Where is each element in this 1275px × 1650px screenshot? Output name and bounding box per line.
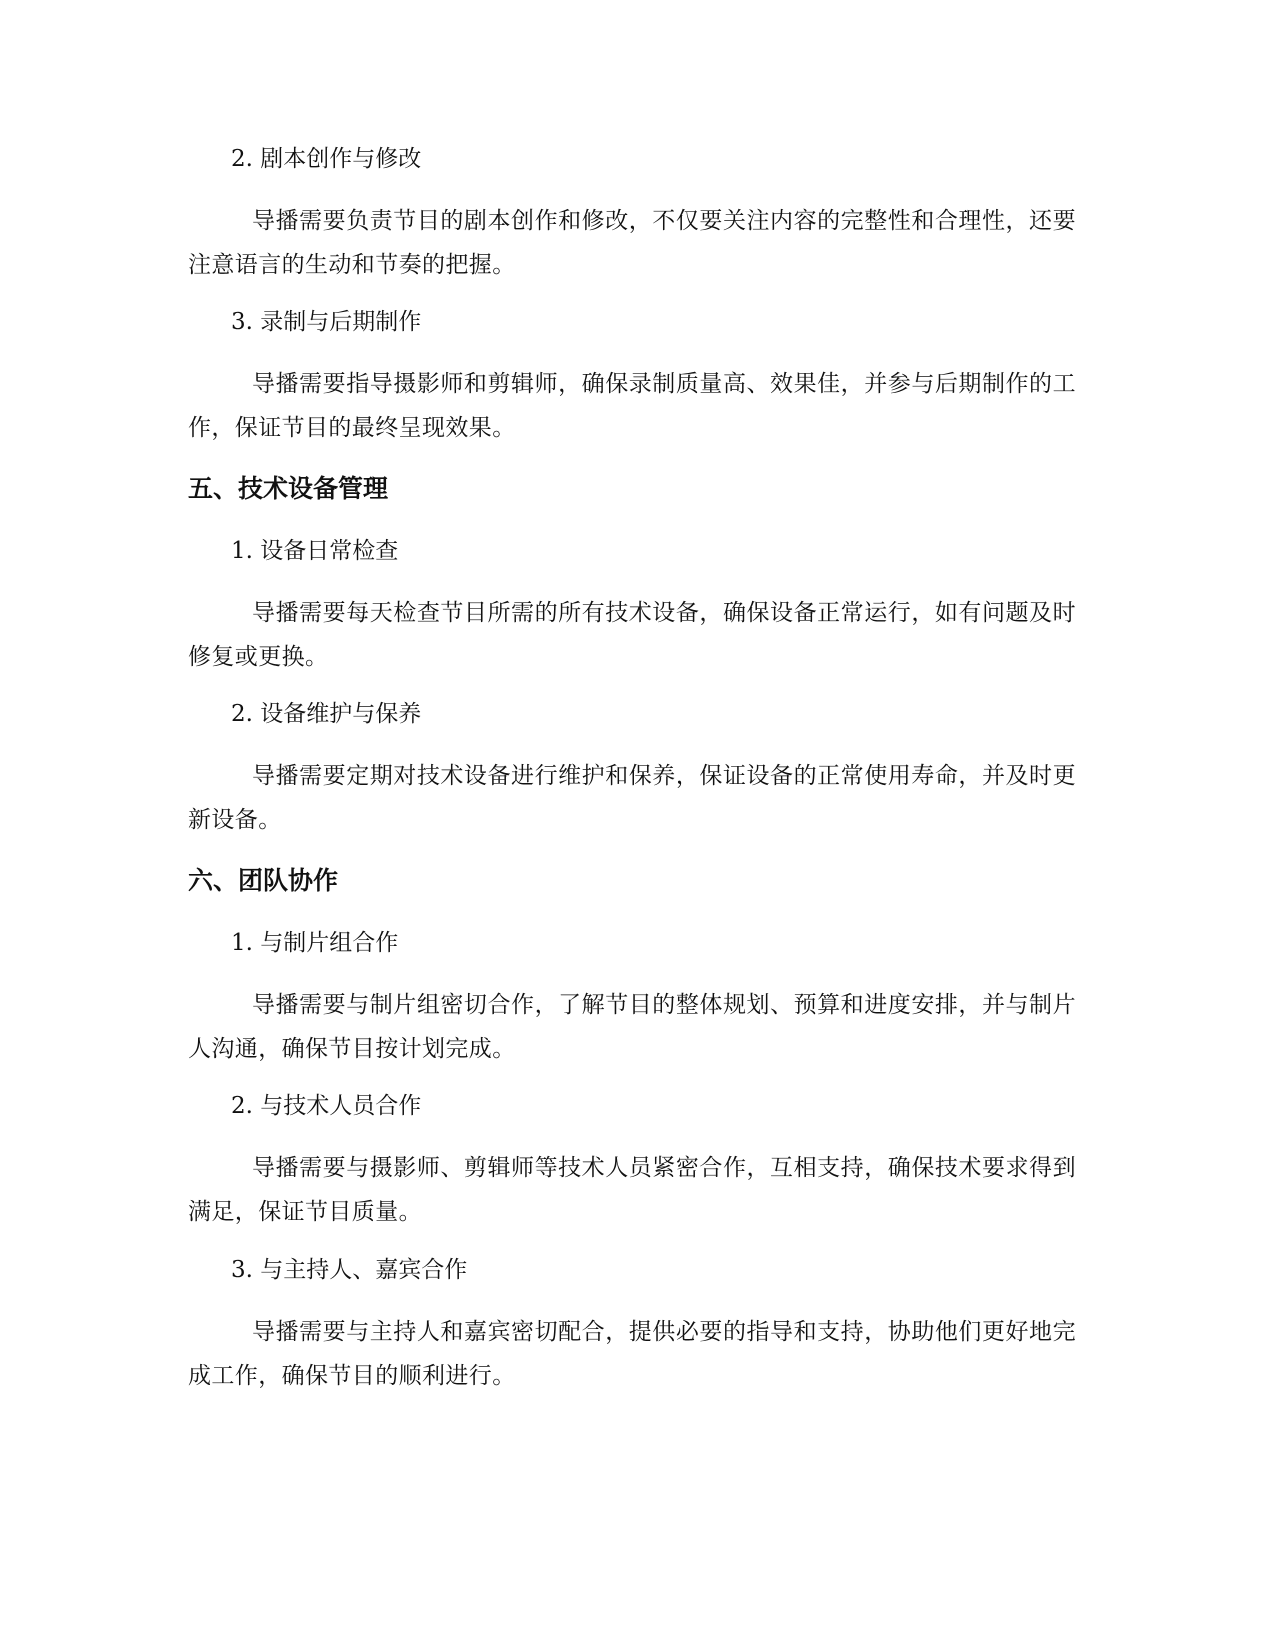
paragraph-daily-inspection: 导播需要每天检查节目所需的所有技术设备，确保设备正常运行，如有问题及时修复或更换。 — [188, 600, 1076, 670]
subsection-title-production-team: 1. 与制片组合作 — [231, 930, 399, 956]
paragraph-production-team: 导播需要与制片组密切合作，了解节目的整体规划、预算和进度安排，并与制片人沟通，确保节目按计划完成。 — [188, 992, 1076, 1062]
paragraph-maintenance: 导播需要定期对技术设备进行维护和保养，保证设备的正常使用寿命，并及时更新设备。 — [188, 763, 1076, 833]
subsection-title-daily-inspection: 1. 设备日常检查 — [231, 538, 399, 564]
section-heading-equipment-management: 五、技术设备管理 — [188, 474, 389, 503]
paragraph-script-writing: 导播需要负责节目的剧本创作和修改，不仅要关注内容的完整性和合理性，还要注意语言的生动和节奏的把握。 — [188, 208, 1076, 278]
subsection-title-recording-postproduction: 3. 录制与后期制作 — [231, 309, 422, 335]
paragraph-technical-staff: 导播需要与摄影师、剪辑师等技术人员紧密合作，互相支持，确保技术要求得到满足，保证节目质量。 — [188, 1155, 1076, 1225]
subsection-title-script-writing: 2. 剧本创作与修改 — [231, 146, 422, 172]
paragraph-hosts-guests: 导播需要与主持人和嘉宾密切配合，提供必要的指导和支持，协助他们更好地完成工作，确保节目的顺利进行。 — [188, 1319, 1076, 1389]
section-heading-teamwork: 六、团队协作 — [188, 866, 339, 895]
subsection-title-technical-staff: 2. 与技术人员合作 — [231, 1093, 422, 1119]
subsection-title-hosts-guests: 3. 与主持人、嘉宾合作 — [231, 1257, 468, 1283]
subsection-title-maintenance: 2. 设备维护与保养 — [231, 701, 422, 727]
paragraph-recording-postproduction: 导播需要指导摄影师和剪辑师，确保录制质量高、效果佳，并参与后期制作的工作，保证节目的最终呈现效果。 — [188, 371, 1076, 441]
